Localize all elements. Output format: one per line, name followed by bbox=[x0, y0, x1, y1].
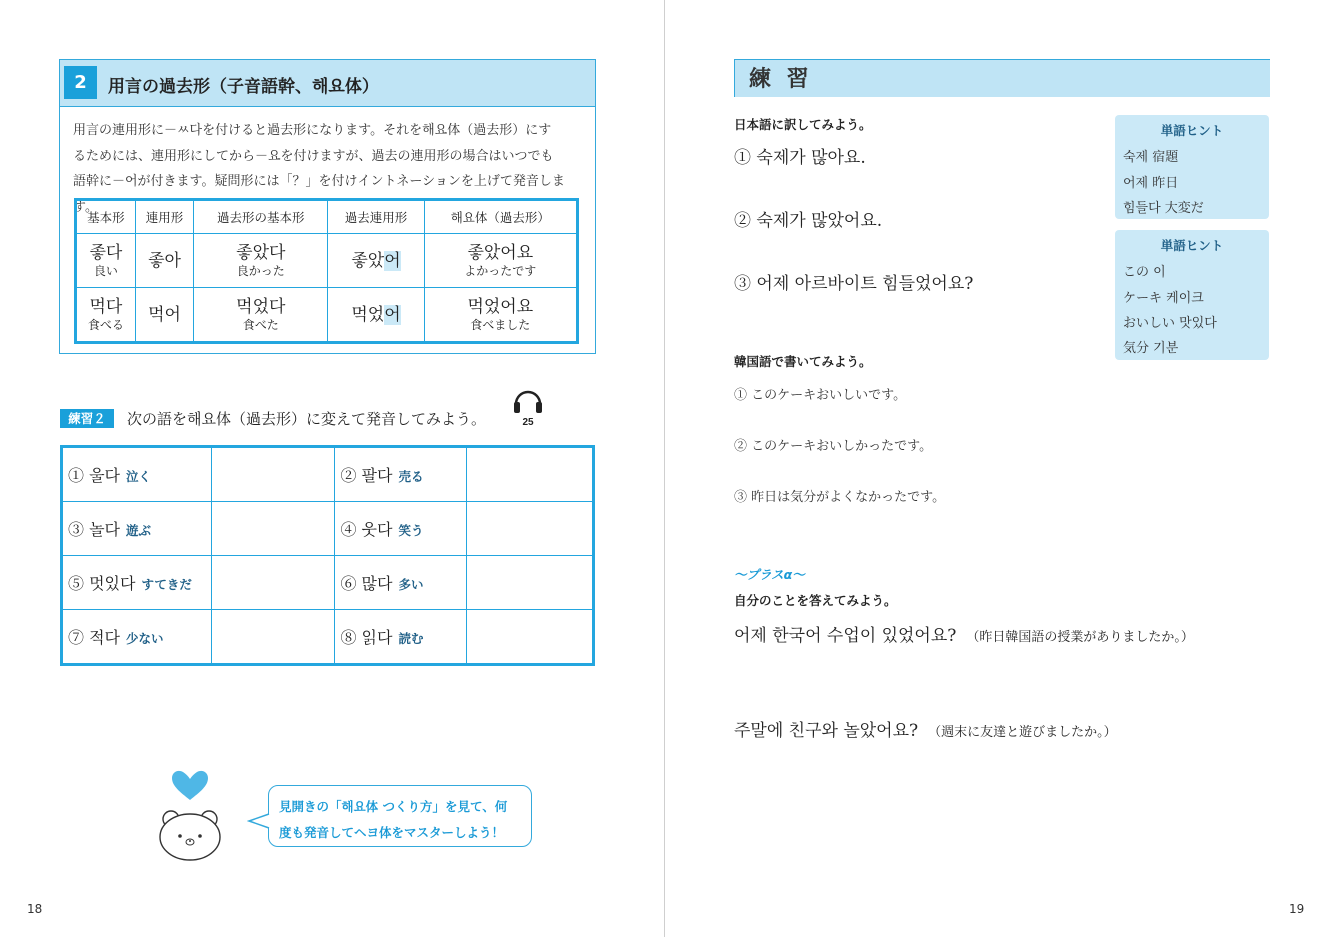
past-stem: 먹었 bbox=[351, 304, 385, 325]
section-box bbox=[59, 59, 596, 354]
korean-word: 먹다 bbox=[89, 296, 123, 317]
korean-word: 좋다 bbox=[89, 242, 123, 263]
question-korean: 어제 한국어 수업이 있었어요? bbox=[734, 626, 957, 646]
question-2: ② 숙제가 많았어요. bbox=[734, 211, 883, 231]
table-row bbox=[62, 447, 594, 502]
track-number: 25 bbox=[522, 417, 534, 428]
table-cell bbox=[424, 288, 577, 343]
japanese-meaning: 泣く bbox=[126, 469, 152, 484]
word-cell bbox=[62, 447, 212, 502]
korean-word: ② 팔다 bbox=[340, 466, 393, 485]
speech-bubble bbox=[268, 785, 532, 847]
table-header-row bbox=[76, 200, 578, 234]
bubble-line: 見開きの「해요体 つくり方」を見て、何 bbox=[279, 799, 508, 814]
bear-mascot-icon bbox=[150, 770, 230, 866]
bubble-line: 度も発音してヘヨ体をマスターしよう！ bbox=[279, 825, 505, 840]
japanese-meaning: すてきだ bbox=[141, 577, 192, 592]
answer-cell[interactable] bbox=[212, 447, 335, 502]
hint-title: 単語ヒント bbox=[1160, 238, 1224, 253]
hint-item: 숙제 宿題 bbox=[1123, 150, 1179, 165]
japanese-meaning: 売る bbox=[398, 469, 424, 484]
japanese-meaning: 遊ぶ bbox=[126, 523, 152, 538]
table-row bbox=[62, 502, 594, 556]
instruction-translate: 日本語に訳してみよう。 bbox=[734, 117, 872, 132]
column-header: 基本形 bbox=[76, 200, 136, 234]
instruction-answer: 自分のことを答えてみよう。 bbox=[734, 593, 897, 608]
word-cell bbox=[335, 610, 466, 665]
question-1: ① 숙제가 많아요. bbox=[734, 148, 866, 168]
hint-item: この 이 bbox=[1123, 265, 1166, 280]
highlighted-ending: 어 bbox=[384, 304, 401, 325]
table-row bbox=[76, 234, 578, 288]
korean-word: 먹었어요 bbox=[467, 296, 534, 317]
sentence-1: ① このケーキおいしいです。 bbox=[734, 388, 907, 403]
conjugation-table bbox=[74, 198, 579, 344]
answer-cell[interactable] bbox=[212, 610, 335, 665]
table-row bbox=[62, 556, 594, 610]
korean-word: 좋았다 bbox=[236, 242, 286, 263]
japanese-meaning: 食べました bbox=[470, 317, 531, 332]
column-header: 過去連用形 bbox=[328, 200, 424, 234]
korean-word: 좋아 bbox=[148, 250, 181, 271]
explanation-line: るためには、連用形にしてから－요を付けますが、過去の連用形の場合はいつでも bbox=[73, 148, 554, 164]
question-translation: （昨日韓国語の授業がありましたか。） bbox=[966, 630, 1194, 645]
answer-cell[interactable] bbox=[466, 447, 593, 502]
personal-question-2 bbox=[734, 716, 1117, 741]
section-number: 2 bbox=[64, 66, 97, 99]
korean-word: ⑥ 많다 bbox=[340, 574, 393, 593]
question-translation: （週末に友達と遊びましたか。） bbox=[928, 725, 1117, 740]
instruction-write-korean: 韓国語で書いてみよう。 bbox=[734, 354, 872, 369]
japanese-meaning: よかったです bbox=[464, 263, 537, 278]
section-title: 用言の過去形（子音語幹、해요体） bbox=[108, 77, 379, 97]
word-cell bbox=[62, 502, 212, 556]
table-cell bbox=[194, 234, 328, 288]
japanese-meaning: 読む bbox=[398, 631, 424, 646]
korean-word: 먹었다 bbox=[236, 296, 286, 317]
word-cell bbox=[62, 556, 212, 610]
sentence-3: ③ 昨日は気分がよくなかったです。 bbox=[734, 490, 946, 505]
korean-word bbox=[328, 305, 423, 325]
table-cell bbox=[328, 288, 424, 343]
hint-item: 어제 昨日 bbox=[1123, 176, 1179, 191]
explanation-line: 語幹に－어が付きます。疑問形には「？」を付けイントネーションを上げて発音します。 bbox=[73, 174, 565, 215]
korean-word: ⑧ 읽다 bbox=[340, 628, 393, 647]
question-korean: 주말에 친구와 놀았어요? bbox=[734, 721, 919, 741]
hint-item: 힘들다 大変だ bbox=[1123, 201, 1204, 216]
column-header: 連用形 bbox=[135, 200, 193, 234]
plus-alpha-label: ～プラスα～ bbox=[734, 567, 805, 582]
table-cell bbox=[135, 234, 193, 288]
japanese-meaning: 笑う bbox=[398, 523, 424, 538]
answer-cell[interactable] bbox=[466, 610, 593, 665]
word-cell bbox=[335, 447, 466, 502]
hint-box-2 bbox=[1115, 230, 1269, 360]
personal-question-1 bbox=[734, 621, 1194, 646]
table-cell bbox=[135, 288, 193, 343]
japanese-meaning: 食べた bbox=[242, 317, 279, 332]
hint-box-1 bbox=[1115, 115, 1269, 219]
korean-word: ⑦ 적다 bbox=[68, 628, 120, 647]
table-cell bbox=[424, 234, 577, 288]
practice2-table bbox=[60, 445, 595, 666]
past-stem: 좋았 bbox=[351, 250, 385, 271]
answer-cell[interactable] bbox=[466, 502, 593, 556]
explanation-line: 用言の連用形に－ㅆ다を付けると過去形になります。それを해요体（過去形）にす bbox=[73, 123, 552, 138]
korean-word: ④ 웃다 bbox=[340, 520, 393, 539]
answer-cell[interactable] bbox=[212, 502, 335, 556]
sentence-2: ② このケーキおいしかったです。 bbox=[734, 439, 933, 454]
question-3: ③ 어제 아르바이트 힘들었어요? bbox=[734, 274, 974, 294]
answer-cell[interactable] bbox=[212, 556, 335, 610]
hint-title: 単語ヒント bbox=[1160, 123, 1224, 138]
japanese-meaning: 食べる bbox=[87, 317, 124, 332]
practice2-badge: 練習２ bbox=[60, 409, 114, 428]
bubble-text bbox=[279, 794, 507, 846]
practice-header bbox=[734, 59, 1270, 97]
table-row bbox=[76, 288, 578, 343]
section-header bbox=[60, 60, 595, 107]
headphone-icon[interactable] bbox=[513, 386, 543, 432]
korean-word: 좋았어요 bbox=[467, 242, 534, 263]
bubble-tail bbox=[247, 813, 271, 833]
column-header: 해요体（過去形） bbox=[424, 200, 577, 234]
answer-cell[interactable] bbox=[466, 556, 593, 610]
highlighted-ending: 어 bbox=[384, 250, 401, 271]
korean-word: ⑤ 멋있다 bbox=[68, 574, 136, 593]
japanese-meaning: 良い bbox=[93, 263, 118, 278]
korean-word: ① 울다 bbox=[68, 466, 120, 485]
korean-word: 먹어 bbox=[148, 304, 181, 325]
table-cell bbox=[194, 288, 328, 343]
japanese-meaning: 多い bbox=[398, 577, 424, 592]
table-cell bbox=[328, 234, 424, 288]
table-cell bbox=[76, 234, 136, 288]
hint-item: 気分 기분 bbox=[1123, 341, 1179, 356]
table-cell bbox=[76, 288, 136, 343]
japanese-meaning: 少ない bbox=[126, 631, 164, 646]
column-header: 過去形の基本形 bbox=[194, 200, 328, 234]
word-cell bbox=[335, 502, 466, 556]
table-row bbox=[62, 610, 594, 665]
practice-title: 練 習 bbox=[749, 67, 813, 92]
hint-item: ケーキ 케이크 bbox=[1123, 291, 1204, 306]
hint-item: おいしい 맛있다 bbox=[1123, 316, 1217, 331]
word-cell bbox=[335, 556, 466, 610]
word-cell bbox=[62, 610, 212, 665]
japanese-meaning: 良かった bbox=[236, 263, 285, 278]
practice2-instruction: 次の語を해요体（過去形）に変えて発音してみよう。 bbox=[127, 410, 486, 428]
korean-word bbox=[328, 251, 423, 271]
page-number: 18 bbox=[27, 902, 43, 916]
korean-word: ③ 놀다 bbox=[68, 520, 120, 539]
page-number: 19 bbox=[1289, 902, 1305, 916]
